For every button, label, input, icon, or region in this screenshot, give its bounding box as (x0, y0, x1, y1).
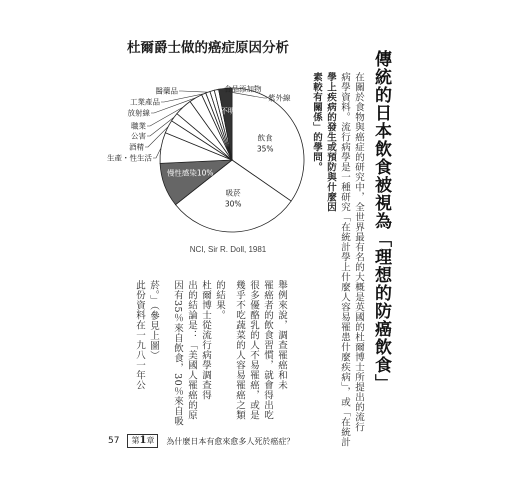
slice-label: 飲食 (257, 133, 273, 143)
slice-label: 紫外線 (268, 93, 291, 103)
slice-label: 職業 (131, 121, 146, 131)
page-number: 57 (108, 436, 120, 446)
body-column-7: 罹癌者的飲食習慣，就會得出吃 (262, 280, 273, 420)
slice-label: 醫藥品 (155, 86, 178, 96)
leader-line (179, 91, 208, 92)
chapter-number: 1 (139, 435, 147, 446)
body-column-1: 在關於食物與癌症的研究中，全世界最有名的大概是英國的杜爾博士所提出的流行 (353, 72, 364, 432)
body-column-4: 素較有關係」的學問。 (311, 72, 322, 172)
body-column-8: 很多優酪乳的人不易罹癌，或是 (248, 280, 259, 420)
chart-title: 杜爾爵士做的癌症原因分析 (127, 40, 289, 56)
body-column-2: 病學資料。流行病學是一種研究「在統計學上什麼人容易罹患什麼疾病」，或「在統計 (339, 72, 350, 448)
slice-label: 食品添加物 (224, 84, 262, 94)
slice-value: 30% (224, 199, 242, 209)
body-column-3: 學上疾病的發生或預防與什麼因 (325, 72, 336, 212)
slice-label: 酒精 (129, 142, 144, 152)
body-column-10: 的結果。 (214, 280, 225, 320)
body-column-9: 幾乎不吃蔬菜的人容易罹癌之類 (234, 280, 245, 420)
chart-source: NCI, Sir R. Doll, 1981 (189, 245, 267, 254)
body-column-12: 出的結論是：「美國人罹癌的原 (186, 280, 197, 420)
slice-value: 35% (256, 144, 274, 154)
body-column-6: 舉例來說，調查罹癌和未 (276, 280, 287, 390)
slice-label: 慢性感染10% (166, 168, 214, 178)
book-title: 為什麼日本有愈來愈多人死於癌症？ (166, 436, 295, 446)
body-column-14: 菸。」（參見上圖） (148, 280, 159, 361)
body-column-13: 因有35％來自飲食，30％來自吸 (172, 280, 183, 427)
slice-label: 生產・性生活 (107, 153, 152, 163)
chapter-marker (127, 434, 158, 448)
chapter-suffix: 章 (146, 436, 155, 445)
slice-label: 吸菸 (225, 188, 241, 198)
page-footer (108, 434, 294, 448)
slice-label: 放射線 (127, 108, 150, 118)
body-column-11: 杜爾博士從流行病學調查得 (200, 280, 211, 400)
slice-label: 不明 (220, 106, 236, 116)
slice-label: 公害 (131, 131, 146, 141)
slice-label: 工業產品 (130, 97, 160, 107)
body-column-15: 此份資料在一九八一年公 (134, 280, 145, 390)
chapter-prefix: 第 (131, 436, 140, 445)
section-heading: 傳統的日本飲食被視為「理想的防癌飲食」 (371, 50, 391, 392)
